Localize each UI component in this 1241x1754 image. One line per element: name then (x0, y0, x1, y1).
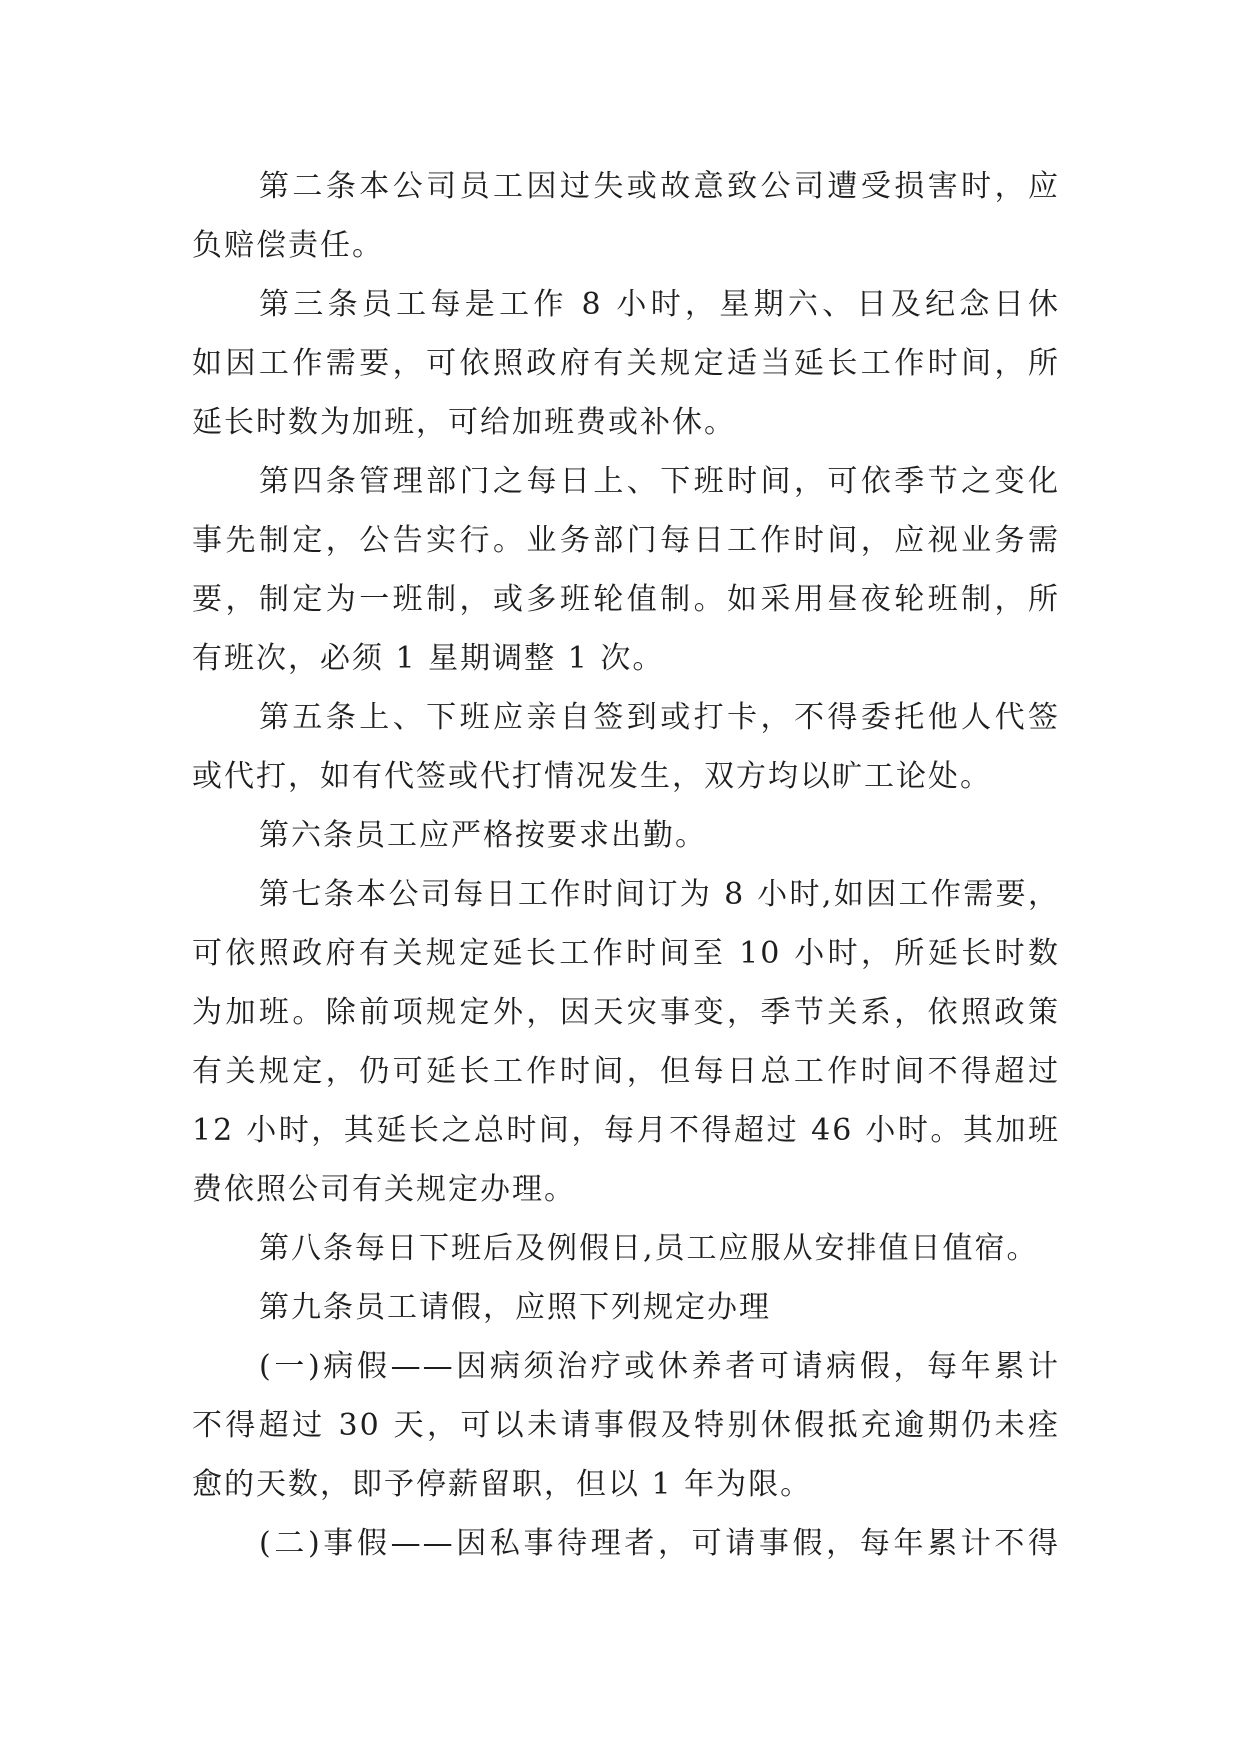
text-line: 有关规定，仍可延长工作时间，但每日总工作时间不得超过 (192, 1054, 1060, 1089)
text-line: 第四条管理部门之每日上、下班时间，可依季节之变化 (259, 464, 1060, 499)
text-line: 要，制定为一班制，或多班轮值制。如采用昼夜轮班制，所 (192, 582, 1060, 617)
text-line: 第三条员工每是工作 8 小时，星期六、日及纪念日休 (259, 287, 1060, 322)
text-line: 不得超过 30 天，可以未请事假及特别休假抵充逾期仍未痊 (192, 1408, 1060, 1443)
text-line: 愈的天数，即予停薪留职，但以 1 年为限。 (192, 1467, 813, 1502)
text-line: 为加班。除前项规定外，因天灾事变，季节关系，依照政策 (192, 995, 1060, 1030)
text-line: 事先制定，公告实行。业务部门每日工作时间，应视业务需 (192, 523, 1060, 558)
paragraph (192, 452, 1060, 688)
paragraph (192, 688, 1060, 806)
text-line: 负赔偿责任。 (192, 228, 384, 263)
text-line: 第八条每日下班后及例假日,员工应服从安排值日值宿。 (259, 1231, 1039, 1266)
text-line: (一)病假——因病须治疗或休养者可请病假，每年累计 (259, 1349, 1060, 1384)
text-line: 如因工作需要，可依照政府有关规定适当延长工作时间，所 (192, 346, 1060, 381)
text-line: 12 小时，其延长之总时间，每月不得超过 46 小时。其加班 (192, 1113, 1060, 1148)
paragraph (192, 157, 1060, 275)
text-line: 有班次，必须 1 星期调整 1 次。 (192, 641, 665, 676)
document-body (192, 157, 1060, 1573)
text-line: 第七条本公司每日工作时间订为 8 小时,如因工作需要， (259, 877, 1060, 912)
paragraph (192, 865, 1060, 1219)
text-line: 第五条上、下班应亲自签到或打卡，不得委托他人代签 (259, 700, 1060, 735)
paragraph (192, 1514, 1060, 1573)
text-line: 第二条本公司员工因过失或故意致公司遭受损害时，应 (259, 169, 1060, 204)
paragraph (192, 1219, 1060, 1278)
paragraph (192, 806, 1060, 865)
text-line: 第九条员工请假，应照下列规定办理 (259, 1290, 771, 1325)
paragraph (192, 275, 1060, 452)
text-line: 可依照政府有关规定延长工作时间至 10 小时，所延长时数 (192, 936, 1060, 971)
paragraph (192, 1337, 1060, 1514)
text-line: 或代打，如有代签或代打情况发生，双方均以旷工论处。 (192, 759, 992, 794)
paragraph (192, 1278, 1060, 1337)
text-line: 第六条员工应严格按要求出勤。 (259, 818, 707, 853)
text-line: (二)事假——因私事待理者，可请事假，每年累计不得 (259, 1526, 1060, 1561)
text-line: 费依照公司有关规定办理。 (192, 1172, 576, 1207)
text-line: 延长时数为加班，可给加班费或补休。 (192, 405, 736, 440)
